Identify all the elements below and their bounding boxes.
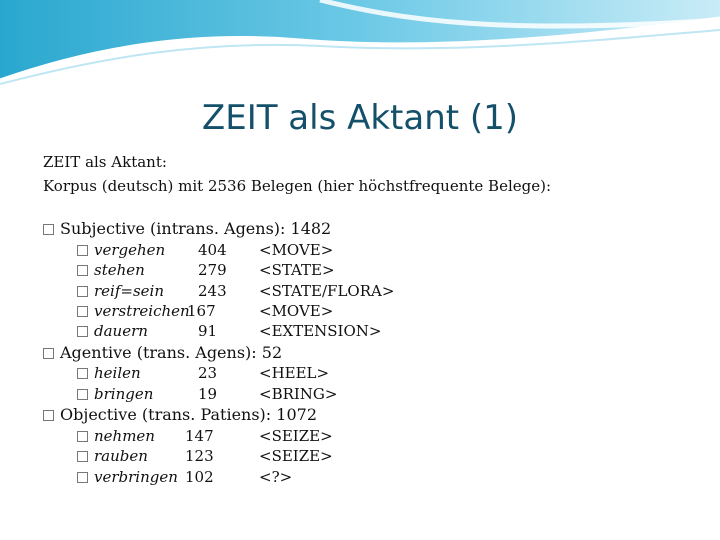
intro-line-2: Korpus (deutsch) mit 2536 Belegen (hier höchstfrequente Belege): xyxy=(43,177,552,195)
count: 167 xyxy=(187,302,216,320)
category-label: Agentive (trans. Agens): 52 xyxy=(60,343,283,362)
count: 91 xyxy=(198,322,218,340)
list-item xyxy=(77,261,335,279)
list-item xyxy=(77,322,382,340)
tag: <SEIZE> xyxy=(259,427,333,445)
tag: <MOVE> xyxy=(259,241,334,259)
tag: <BRING> xyxy=(259,385,338,403)
tag: <SEIZE> xyxy=(259,447,333,465)
checkbox-bullet-icon xyxy=(43,410,54,421)
count: 19 xyxy=(198,385,218,403)
count: 23 xyxy=(198,364,218,382)
verb: vergehen xyxy=(94,241,166,259)
verb: reif=sein xyxy=(94,282,164,300)
verb: verbringen xyxy=(94,468,178,486)
list-item xyxy=(77,364,330,382)
checkbox-bullet-icon xyxy=(77,368,88,379)
checkbox-bullet-icon xyxy=(43,348,54,359)
tag: <MOVE> xyxy=(259,302,334,320)
list-item xyxy=(77,282,395,300)
slide-title: ZEIT als Aktant (1) xyxy=(201,98,519,138)
checkbox-bullet-icon xyxy=(77,265,88,276)
header-wave-decoration xyxy=(0,0,720,95)
verb: bringen xyxy=(94,385,154,403)
checkbox-bullet-icon xyxy=(77,326,88,337)
list-item xyxy=(77,447,333,465)
category-subjective xyxy=(43,219,331,238)
count: 102 xyxy=(185,468,214,486)
verb: verstreichen xyxy=(94,302,190,320)
tag: <?> xyxy=(259,468,293,486)
list-item xyxy=(77,385,338,403)
count: 147 xyxy=(185,427,214,445)
list-item xyxy=(77,468,293,486)
verb: heilen xyxy=(94,364,141,382)
checkbox-bullet-icon xyxy=(43,224,54,235)
tag: <HEEL> xyxy=(259,364,330,382)
checkbox-bullet-icon xyxy=(77,389,88,400)
checkbox-bullet-icon xyxy=(77,306,88,317)
category-objective xyxy=(43,405,317,424)
checkbox-bullet-icon xyxy=(77,451,88,462)
verb: nehmen xyxy=(94,427,155,445)
category-agentive xyxy=(43,343,282,362)
category-label: Objective (trans. Patiens): 1072 xyxy=(60,405,317,424)
list-item xyxy=(77,241,334,259)
intro-line-1: ZEIT als Aktant: xyxy=(43,153,167,171)
count: 279 xyxy=(198,261,227,279)
category-label: Subjective (intrans. Agens): 1482 xyxy=(60,219,332,238)
tag: <EXTENSION> xyxy=(259,322,382,340)
verb: stehen xyxy=(94,261,145,279)
checkbox-bullet-icon xyxy=(77,431,88,442)
checkbox-bullet-icon xyxy=(77,245,88,256)
verb: dauern xyxy=(94,322,148,340)
count: 243 xyxy=(198,282,227,300)
list-item xyxy=(77,427,333,445)
count: 123 xyxy=(185,447,214,465)
tag: <STATE/FLORA> xyxy=(259,282,395,300)
list-item xyxy=(77,302,334,320)
checkbox-bullet-icon xyxy=(77,472,88,483)
verb: rauben xyxy=(94,447,148,465)
tag: <STATE> xyxy=(259,261,335,279)
count: 404 xyxy=(198,241,227,259)
checkbox-bullet-icon xyxy=(77,286,88,297)
